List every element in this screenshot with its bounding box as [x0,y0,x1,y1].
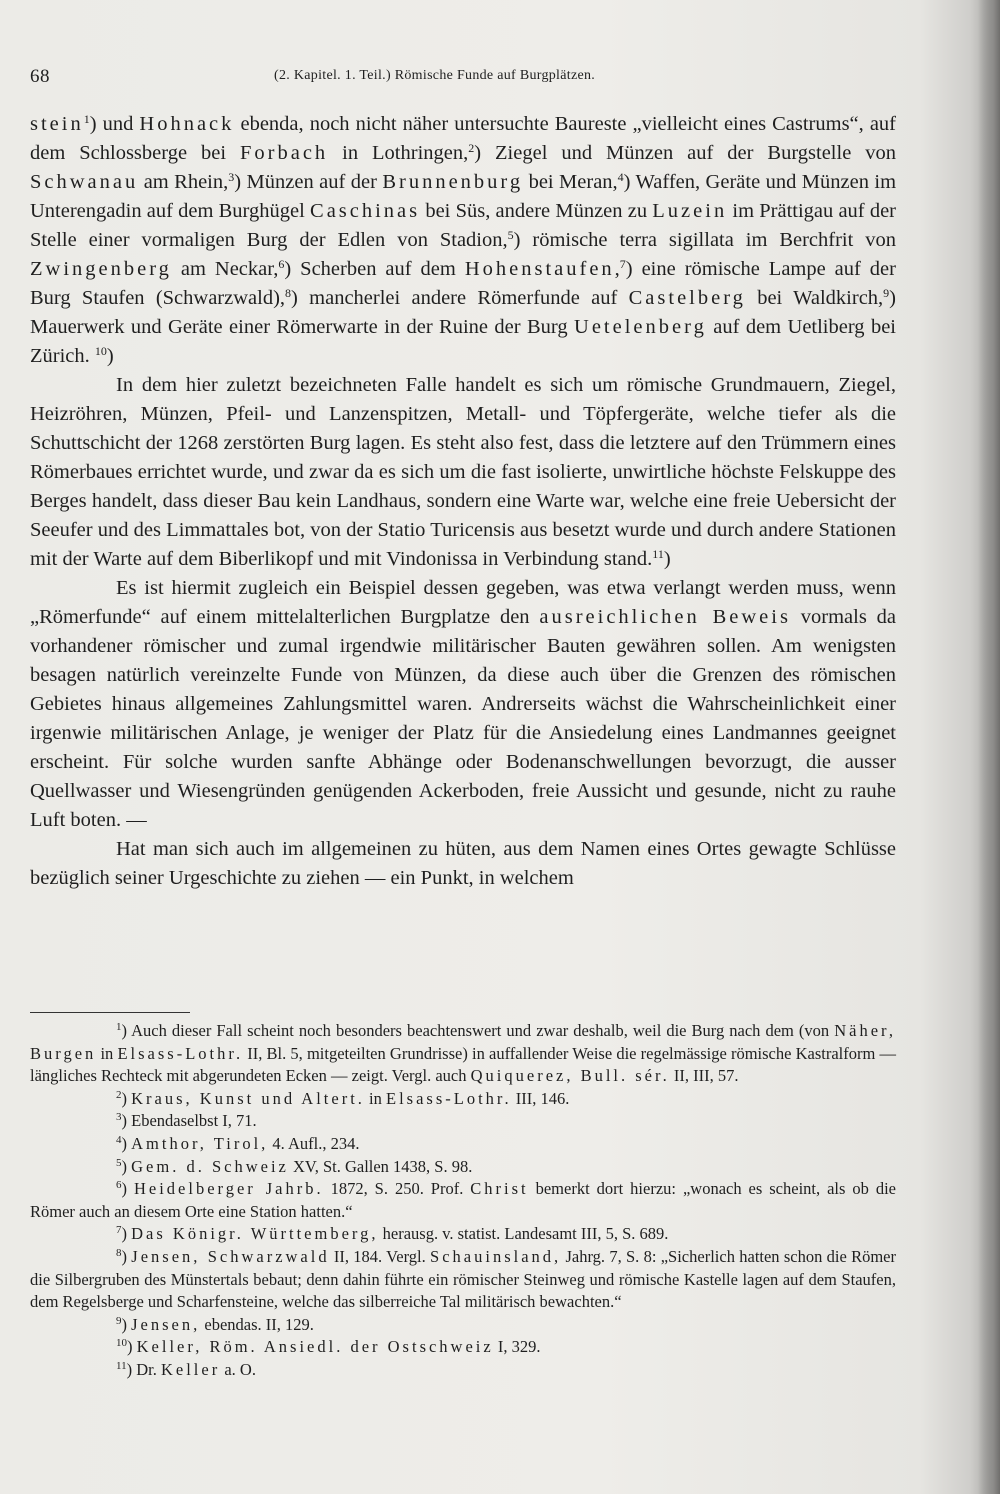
text-run: Es ist hiermit zugleich ein Beispiel dessen gegeben, was etwa verlangt werden muss, wenn „Römerfunde“ auf einem mittelalterlichen Burgplatze den [30,577,896,628]
note-marker: 9 [116,1314,122,1327]
text-run: I, 329. [493,1337,541,1357]
text-run: Jahrg. 7, S. 8: „Sicherlich hatten schon die Römer die Silbergruben des Münstertals bebaut; denn dahin führte ein römischer Steinweg und römische Kastelle lagen auf dem Staufen, dem Regelsberge und Scharfensteine, welche das silberreiche Tal militärisch bewachten.“ [30,1246,897,1312]
text-run: 4. Aufl., 234. [268,1133,360,1153]
text-run: XV, St. Gallen 1438, S. 98. [288,1156,473,1176]
footnote [30,1178,896,1223]
paragraph [30,110,896,371]
text-run: ) Waffen, Geräte und Münzen im Unterengadin auf dem Burghügel [30,171,897,222]
note-marker: 2 [468,141,475,155]
spaced-name: ausreichlichen Beweis [539,606,791,628]
note-marker: 10 [116,1337,127,1350]
spaced-name: Quiquerez, Bull. sér. [470,1066,670,1086]
note-marker: 7 [116,1224,122,1237]
spaced-name: Schwanau [30,171,139,193]
text-run: ) [121,1088,132,1108]
spaced-name: Hohnack [139,113,235,135]
spaced-name: Schauinsland, [430,1246,562,1266]
note-marker: 4 [617,170,624,184]
main-text [30,110,896,893]
footnote [30,1359,896,1382]
footnote [30,1246,896,1314]
note-marker: 3 [228,170,235,184]
text-run: ) Dr. [126,1359,161,1379]
note-marker: 8 [285,286,292,300]
text-run: In dem hier zuletzt bezeichneten Falle handelt es sich um römische Grundmauern, Ziegel, Heizröhren, Münzen, Pfeil- und Lanzenspitzen, Metall- und Töpfergeräte, welche tiefer als die Schuttschicht der 1268 zerstörten Burg lagen. Es steht also fest, dass die letztere auf den Trümmern eines Römerbaues errichtet wurde, und zwar da es sich um die fast isolierte, unwirtliche höchste Felskuppe des Berges handelt, dass dieser Bau kein Landhaus, sondern eine Warte war, welche eine freie Uebersicht der Seeufer und des Limmattales bot, von der Statio Turicensis aus besetzt wurde und durch andere Stationen mit der Warte auf dem Biberlikopf und mit Vindonissa in Verbindung stand. [30,374,896,570]
footnote-rule [30,1012,190,1013]
footnote [30,1110,896,1133]
paragraph [30,835,896,893]
text-run: 1872, S. 250. Prof. [323,1179,471,1199]
spaced-name: Hohenstaufen [464,258,615,280]
spaced-name: Jensen, [131,1314,201,1334]
note-marker: 11 [116,1359,127,1372]
text-run: am Neckar, [171,258,279,280]
text-run: ) [127,1337,137,1357]
text-run: ebenda, noch nicht näher untersuchte Baureste „vielleicht eines Castrums“, auf dem Schlossberge bei [30,113,897,164]
text-run: III, 146. [511,1088,570,1108]
text-run: in Lothringen, [328,142,469,164]
spaced-name: Kraus, Kunst und Altert. [131,1088,365,1108]
spaced-name: Brunnenburg [382,171,524,193]
text-run: bei Waldkirch, [745,287,884,309]
note-marker: 6 [278,257,285,271]
footnote [30,1156,896,1179]
text-run: ) eine römische Lampe auf der Burg Staufen (Schwarzwald), [30,258,896,309]
text-run: ) Mauerwerk und Geräte einer Römerwarte in der Ruine der Burg [30,287,896,338]
text-run: herausg. v. statist. Landesamt III, 5, S. 689. [378,1224,669,1244]
text-run: ) [121,1179,134,1199]
footnotes [30,1020,896,1382]
note-marker: 4 [116,1133,122,1146]
text-run: ) [121,1314,132,1334]
text-run: im Prättigau auf der Stelle einer vormaligen Burg der Edlen von Stadion, [30,200,896,251]
note-marker: 5 [507,228,514,242]
note-marker: 3 [116,1111,122,1124]
spaced-name: Forbach [240,142,329,164]
text-run: in [96,1043,118,1063]
text-run: ) Ziegel und Münzen auf der Burgstelle von [474,142,896,164]
spaced-name: Uetelenberg [574,316,707,338]
footnote [30,1088,896,1111]
text-run: in [364,1088,386,1108]
text-run: ) römische terra sigillata im Berchfrit von [513,229,896,251]
text-run: ) [121,1156,132,1176]
note-marker: 10 [94,344,107,358]
text-run: ebendas. II, 129. [200,1314,314,1334]
text-run: ) Auch dieser Fall scheint noch besonders beachtenswert und zwar deshalb, weil die Burg nach dem (von [121,1021,835,1040]
spaced-name: stein [30,113,84,135]
paragraph [30,371,896,574]
text-run: auf dem Uetliberg bei Zürich. [30,316,896,367]
spaced-name: Heidelberger Jahrb. [133,1179,324,1199]
note-marker: 5 [116,1156,122,1169]
text-run: , [614,258,620,280]
spaced-name: Jensen, Schwarzwald [131,1246,330,1266]
note-marker: 6 [116,1179,122,1192]
note-marker: 8 [116,1246,122,1259]
text-run: ) mancherlei andere Römerfunde auf [291,287,629,309]
text-run: ) [121,1246,132,1266]
note-marker: 1 [116,1021,122,1033]
text-run: ) [663,548,671,570]
binding-shadow [978,0,1000,1494]
text-run: II, 184. Vergl. [329,1246,431,1266]
spaced-name: Näher, Burgen [30,1021,896,1063]
text-run: a. O. [220,1359,256,1379]
note-marker: 7 [619,257,626,271]
spaced-name: Luzein [652,200,728,222]
footnote [30,1133,896,1156]
text-run: ) Scherben auf dem [284,258,465,280]
note-marker: 2 [116,1088,122,1101]
spaced-name: Gem. d. Schweiz [131,1156,289,1176]
text-run: ) [121,1224,132,1244]
note-marker: 9 [883,286,890,300]
page-number: 68 [30,66,50,87]
text-run: vormals da vorhandener römischer und zumal irgendwie militärischer Bauten gewähren sollen. Am wenigsten besagen natürlich vereinzelte Funde von Münzen, da diese auch über die Grenzen des römischen Gebietes hinaus allgemeines Zahlungsmittel waren. Andrerseits wächst die Wahrscheinlichkeit einer irgenwie militärischen Anlage, je weniger der Platz für die Ansiedelung eines Landmannes geeignet erscheint. Für solche wurden sanfte Abhänge oder Bodenanschwellungen bevorzugt, die ausser Quellwasser und Wiesengründen genügenden Ackerboden, freie Aussicht und gesunde, nicht zu rauhe Luft boten. — [30,606,896,831]
footnote [30,1314,896,1337]
paragraph [30,574,896,835]
spaced-name: Zwingenberg [30,258,172,280]
text-run: ) und [89,113,140,135]
text-run: ) Münzen auf der [234,171,383,193]
running-head: (2. Kapitel. 1. Teil.) Römische Funde auf Burgplätzen. [274,68,596,83]
spaced-name: Elsass-Lothr. [117,1043,244,1063]
note-marker: 11 [652,547,664,561]
text-run: ) [121,1133,132,1153]
text-run: bei Meran, [523,171,618,193]
text-run: bei Süs, andere Münzen zu [420,200,653,222]
text-run: ) Ebendaselbst I, 71. [121,1111,257,1131]
text-run: ) [106,345,114,367]
footnote [30,1336,896,1359]
footnote [30,1223,896,1246]
text-run: bemerkt dort hierzu: „wonach es scheint, als ob die Römer auch an diesem Orte eine Station hatten.“ [30,1179,897,1221]
text-run: II, III, 57. [669,1066,739,1086]
text-run: Hat man sich auch im allgemeinen zu hüten, aus dem Namen eines Ortes gewagte Schlüsse bezüglich seiner Urgeschichte zu ziehen — ein Punkt, in welchem [30,838,896,889]
note-marker: 1 [83,112,90,126]
spaced-name: Christ [470,1179,529,1199]
spaced-name: Castelberg [628,287,746,309]
spaced-name: Keller [160,1359,221,1379]
spaced-name: Keller, Röm. Ansiedl. der Ostschweiz [136,1337,494,1357]
text-run: am Rhein, [138,171,229,193]
spaced-name: Das Königr. Württemberg, [131,1224,379,1244]
page-header [30,66,970,90]
text-run: II, Bl. 5, mitgeteilten Grundrisse) in auffallender Weise die regelmässige römische Kastralform — längliches Rechteck mit abgerundeten Ecken — zeigt. Vergl. auch [30,1043,896,1086]
footnote [30,1020,896,1088]
spaced-name: Caschinas [310,200,421,222]
spaced-name: Amthor, Tirol, [131,1133,269,1153]
spaced-name: Elsass-Lothr. [386,1088,512,1108]
